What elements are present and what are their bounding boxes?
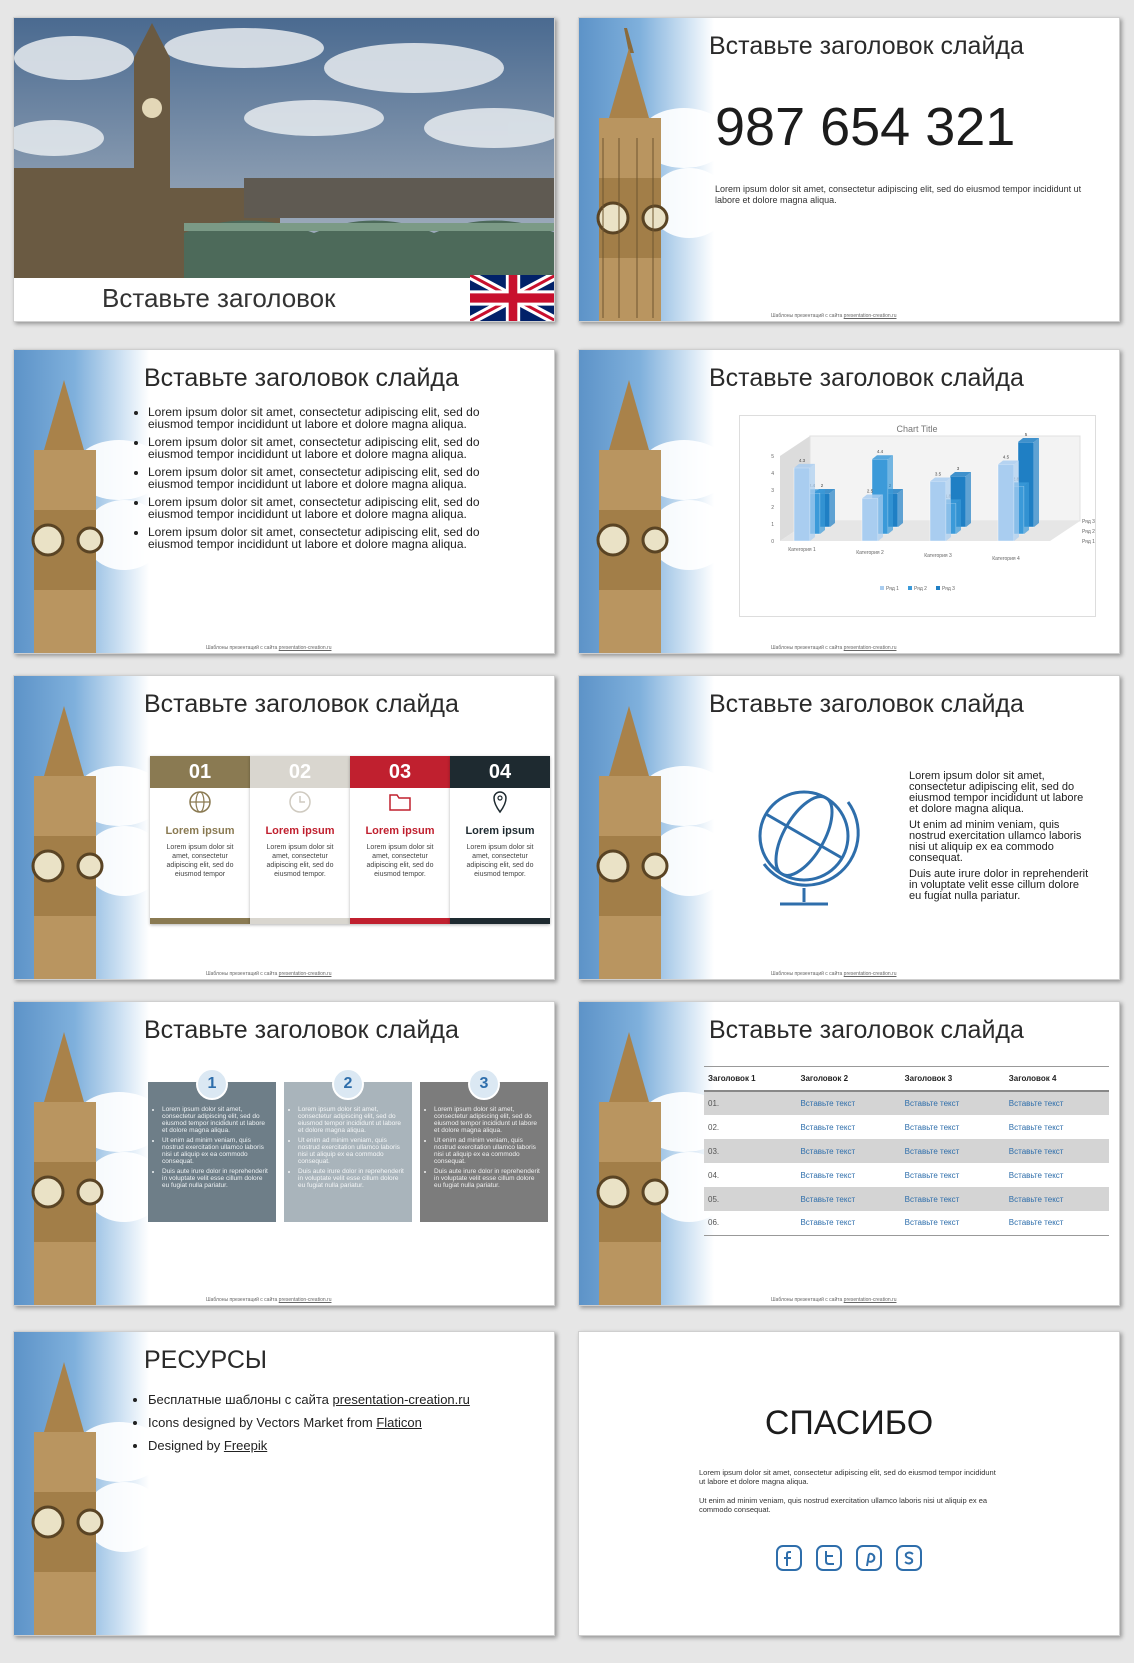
table-cell: Вставьте текст [1008, 1122, 1064, 1132]
table-cell: Вставьте текст [1008, 1146, 1064, 1156]
table-cell: Вставьте текст [800, 1122, 856, 1132]
info-card [150, 756, 250, 924]
cards-row [150, 756, 550, 924]
slide-number[interactable] [578, 17, 1120, 322]
step-item: • Ut enim ad minim veniam, quis nostrud exercitation ullamco laboris nisi ut aliquip ex ea commodo consequat. [434, 1137, 542, 1165]
step-box [148, 1075, 276, 1222]
big-number: 987 654 321 [715, 97, 1016, 157]
step-item: • Lorem ipsum dolor sit amet, consectetur adipiscing elit, sed do eiusmod tempor incididunt ut labore et dolore magna aliqua. [298, 1106, 406, 1134]
chart-data-label: 4.3 [798, 457, 806, 463]
chart-title: Chart Title [896, 424, 938, 434]
x-tick-label: Категория 1 [788, 547, 816, 553]
paragraph: Ut enim ad minim veniam, quis nostrud exercitation ullamco laboris nisi ut aliquip ex ea commodo consequat. [909, 819, 1082, 864]
big-ben-image [579, 1002, 714, 1305]
slide-title: Вставьте заголовок слайда [144, 364, 459, 392]
slide-footer: Шаблоны презентаций с сайта presentation-creation.ru [206, 1297, 332, 1303]
table-row [704, 1139, 1109, 1163]
card-number: 01 [150, 756, 250, 788]
table-cell: Вставьте текст [904, 1218, 960, 1228]
big-ben-image [579, 350, 714, 653]
bar-chart [740, 416, 1095, 616]
step-item: • Duis aute irure dolor in reprehenderit in voluptate velit esse cillum dolore eu fugiat nulla pariatur. [434, 1168, 542, 1189]
bullet-item: • Lorem ipsum dolor sit amet, consectetur adipiscing elit, sed do eiusmod tempor incididunt ut labore et dolore magna aliqua. [148, 496, 508, 520]
table-row [704, 1091, 1109, 1115]
slide-resources[interactable] [13, 1331, 555, 1636]
legend-label: Ряд 1 [886, 586, 899, 592]
legend-swatch [880, 586, 884, 590]
location-pin-icon [450, 788, 550, 816]
info-card [450, 756, 550, 924]
cover-title: Вставьте заголовок [102, 283, 336, 313]
big-ben-image [14, 676, 149, 979]
chart-bar-side [810, 464, 815, 541]
slide-steps[interactable] [13, 1001, 555, 1306]
steps-row [148, 1075, 550, 1222]
step-box [420, 1075, 548, 1222]
card-number: 02 [250, 756, 350, 788]
card-heading: Lorem ipsum [365, 825, 435, 837]
big-ben-image [14, 350, 149, 653]
table-cell: Вставьте текст [904, 1146, 960, 1156]
chart-bar-side [820, 489, 825, 534]
table-cell: Вставьте текст [1008, 1099, 1064, 1108]
table-cell: Вставьте текст [904, 1099, 960, 1108]
legend-label: Ряд 3 [942, 586, 955, 592]
table-cell: Вставьте текст [1008, 1194, 1064, 1204]
y-tick-label: 2 [771, 505, 774, 511]
bullet-list [136, 406, 508, 550]
step-box [284, 1075, 412, 1222]
paragraph: Lorem ipsum dolor sit amet, consectetur adipiscing elit, sed do eiusmod tempor incididunt ut labore et dolore magna aliqua. [909, 770, 1084, 815]
table-cell: 03. [708, 1146, 720, 1156]
resource-item: • Designed by Freepik [148, 1434, 470, 1457]
pinterest-icon[interactable] [855, 1544, 883, 1572]
step-number: 2 [332, 1068, 364, 1100]
card-heading: Lorem ipsum [265, 825, 335, 837]
x-tick-label: Категория 2 [856, 550, 884, 556]
bullet-item: • Lorem ipsum dolor sit amet, consectetur adipiscing elit, sed do eiusmod tempor incididunt ut labore et dolore magna aliqua. [148, 436, 508, 460]
globe-icon [744, 776, 864, 916]
table-row [704, 1211, 1109, 1235]
x-tick-label: Категория 4 [992, 556, 1020, 562]
table-cell: Вставьте текст [904, 1170, 960, 1180]
slide-title: Вставьте заголовок слайда [709, 1016, 1024, 1044]
chart-bar-side [830, 489, 835, 527]
depth-axis-label: Ряд 3 [1082, 519, 1095, 525]
slide-title: Вставьте заголовок слайда [709, 690, 1024, 718]
chart-bar-side [1024, 482, 1029, 534]
chart-bar [930, 482, 946, 542]
chart-data-label: 2 [820, 483, 824, 488]
depth-axis-label: Ряд 1 [1082, 539, 1095, 545]
table-cell: 02. [708, 1122, 720, 1132]
table-cell: Вставьте текст [1008, 1170, 1064, 1180]
card-text: Lorem ipsum dolor sit amet, consectetur adipiscing elit, sed do eiusmod tempor [166, 844, 234, 878]
legend-label: Ряд 2 [914, 586, 927, 592]
step-item: • Ut enim ad minim veniam, quis nostrud exercitation ullamco laboris nisi ut aliquip ex ea commodo consequat. [298, 1137, 406, 1165]
resource-link[interactable]: Flaticon [376, 1415, 422, 1430]
slide-footer: Шаблоны презентаций с сайта presentation-creation.ru [206, 971, 332, 977]
globe-icon [150, 788, 250, 816]
table-cell: Вставьте текст [904, 1122, 960, 1132]
x-tick-label: Категория 3 [924, 553, 952, 559]
table-row [704, 1115, 1109, 1139]
table-row [704, 1187, 1109, 1211]
chart-bar-side [888, 455, 893, 534]
skype-icon[interactable] [895, 1544, 923, 1572]
social-icons [775, 1544, 923, 1572]
thanks-paragraph: Lorem ipsum dolor sit amet, consectetur adipiscing elit, sed do eiusmod tempor incididunt ut labore et dolore magna aliqua. [699, 1468, 996, 1486]
chart-bar [794, 468, 810, 541]
table-cell: Вставьте текст [800, 1170, 856, 1180]
slide-footer: Шаблоны презентаций с сайта presentation-creation.ru [771, 971, 897, 977]
card-text: Lorem ipsum dolor sit amet, consectetur adipiscing elit, sed do eiusmod tempor. [466, 844, 534, 878]
chart-data-label: 3.5 [934, 471, 942, 477]
big-ben-image [579, 676, 714, 979]
chart-bar [998, 465, 1014, 542]
number-description: Lorem ipsum dolor sit amet, consectetur adipiscing elit, sed do eiusmod tempor incididunt ut labore et dolore magna aliqua. [715, 184, 1082, 205]
chart-bar-side [878, 495, 883, 542]
folder-icon [350, 788, 450, 816]
big-ben-image [579, 18, 714, 321]
step-number: 3 [468, 1068, 500, 1100]
slide-bullets[interactable] [13, 349, 555, 654]
bullet-item: • Lorem ipsum dolor sit amet, consectetur adipiscing elit, sed do eiusmod tempor incididunt ut labore et dolore magna aliqua. [148, 406, 508, 430]
chart-data-label: 4.5 [1002, 454, 1010, 460]
twitter-icon[interactable] [815, 1544, 843, 1572]
chart-bar-side [966, 472, 971, 527]
table-cell: 01. [708, 1099, 720, 1108]
table-header: Заголовок 1 [708, 1074, 756, 1083]
slide-cards[interactable] [13, 675, 555, 980]
slide-cover[interactable] [13, 17, 555, 322]
slide-title: Вставьте заголовок слайда [709, 364, 1024, 392]
chart-bar-side [956, 499, 961, 534]
y-tick-label: 3 [771, 488, 774, 494]
cover-photo [14, 18, 555, 278]
y-tick-label: 0 [771, 539, 774, 545]
chart-data-label: 4.4 [876, 449, 884, 455]
chart-bar [862, 499, 878, 542]
table-cell: Вставьте текст [800, 1194, 856, 1204]
facebook-icon[interactable] [775, 1544, 803, 1572]
chart-data-label: 3 [956, 466, 960, 471]
globe-text [909, 771, 1094, 902]
step-number: 1 [196, 1068, 228, 1100]
chart-bar-side [946, 478, 951, 542]
slide-thanks[interactable] [578, 1331, 1120, 1636]
resource-link[interactable]: presentation-creation.ru [332, 1392, 470, 1407]
table-header: Заголовок 4 [1008, 1074, 1057, 1083]
uk-flag-icon [470, 275, 555, 321]
card-text: Lorem ipsum dolor sit amet, consectetur adipiscing elit, sed do eiusmod tempor. [266, 844, 334, 878]
y-tick-label: 1 [771, 522, 774, 528]
step-item: • Ut enim ad minim veniam, quis nostrud exercitation ullamco laboris nisi ut aliquip ex ea commodo consequat. [162, 1137, 270, 1165]
slide-footer: Шаблоны презентаций с сайта presentation-creation.ru [771, 645, 897, 651]
y-tick-label: 5 [771, 454, 774, 460]
slide-chart[interactable] [578, 349, 1120, 654]
bullet-item: • Lorem ipsum dolor sit amet, consectetur adipiscing elit, sed do eiusmod tempor incididunt ut labore et dolore magna aliqua. [148, 466, 508, 490]
card-heading: Lorem ipsum [165, 825, 235, 837]
slide-footer: Шаблоны презентаций с сайта presentation-creation.ru [206, 645, 332, 651]
card-text: Lorem ipsum dolor sit amet, consectetur adipiscing elit, sed do eiusmod tempor. [366, 844, 434, 878]
table-row [704, 1163, 1109, 1187]
chart-bar-side [1034, 438, 1039, 527]
resource-link[interactable]: Freepik [223, 1438, 268, 1453]
thanks-title: СПАСИБО [764, 1404, 934, 1442]
y-tick-label: 4 [771, 471, 774, 477]
table-cell: Вставьте текст [800, 1099, 856, 1108]
thanks-paragraph: Ut enim ad minim veniam, quis nostrud exercitation ullamco laboris nisi ut aliquip ex ea commodo consequat. [699, 1496, 988, 1514]
step-item: • Lorem ipsum dolor sit amet, consectetur adipiscing elit, sed do eiusmod tempor incididunt ut labore et dolore magna aliqua. [434, 1106, 542, 1134]
card-number: 04 [450, 756, 550, 788]
slide-footer: Шаблоны презентаций с сайта presentation-creation.ru [771, 313, 897, 319]
legend-swatch [936, 586, 940, 590]
chart-frame [739, 415, 1096, 617]
table-header: Заголовок 3 [904, 1074, 953, 1083]
big-ben-image [14, 1002, 149, 1305]
clock-icon [250, 788, 350, 816]
info-card [250, 756, 350, 924]
bullet-item: • Lorem ipsum dolor sit amet, consectetur adipiscing elit, sed do eiusmod tempor incididunt ut labore et dolore magna aliqua. [148, 526, 508, 550]
slide-globe[interactable] [578, 675, 1120, 980]
table-cell: Вставьте текст [1008, 1218, 1064, 1228]
resource-item: • Icons designed by Vectors Market from Flaticon [148, 1411, 470, 1434]
card-number: 03 [350, 756, 450, 788]
table-header-row [704, 1067, 1109, 1092]
table-header: Заголовок 2 [800, 1074, 849, 1083]
table-cell: Вставьте текст [800, 1218, 856, 1228]
table-cell: Вставьте текст [800, 1146, 856, 1156]
table-cell: 05. [708, 1194, 720, 1204]
data-table [704, 1066, 1109, 1236]
resources-list [136, 1388, 470, 1457]
card-heading: Lorem ipsum [465, 825, 535, 837]
chart-bar-side [898, 489, 903, 527]
step-item: • Lorem ipsum dolor sit amet, consectetur adipiscing elit, sed do eiusmod tempor incididunt ut labore et dolore magna aliqua. [162, 1106, 270, 1134]
table-cell: Вставьте текст [904, 1194, 960, 1204]
table-cell: 04. [708, 1170, 720, 1180]
slide-title: Вставьте заголовок слайда [709, 32, 1024, 60]
chart-bar-side [1014, 461, 1019, 542]
slide-title: Вставьте заголовок слайда [144, 690, 459, 718]
slide-title: РЕСУРСЫ [144, 1346, 268, 1374]
chart-data-label: 5 [1024, 432, 1028, 437]
info-card [350, 756, 450, 924]
paragraph: Duis aute irure dolor in reprehenderit in voluptate velit esse cillum dolore eu fugiat nulla pariatur. [909, 868, 1089, 902]
resource-item: • Бесплатные шаблоны с сайта presentation-creation.ru [148, 1388, 470, 1411]
table-cell: 06. [708, 1218, 720, 1228]
legend-swatch [908, 586, 912, 590]
slide-footer: Шаблоны презентаций с сайта presentation-creation.ru [771, 1297, 897, 1303]
step-item: • Duis aute irure dolor in reprehenderit in voluptate velit esse cillum dolore eu fugiat nulla pariatur. [298, 1168, 406, 1189]
slide-table[interactable] [578, 1001, 1120, 1306]
depth-axis-label: Ряд 2 [1082, 529, 1095, 535]
step-item: • Duis aute irure dolor in reprehenderit in voluptate velit esse cillum dolore eu fugiat nulla pariatur. [162, 1168, 270, 1189]
chart-data-label: 2.5 [866, 488, 874, 494]
big-ben-image [14, 1332, 149, 1635]
slide-title: Вставьте заголовок слайда [144, 1016, 459, 1044]
